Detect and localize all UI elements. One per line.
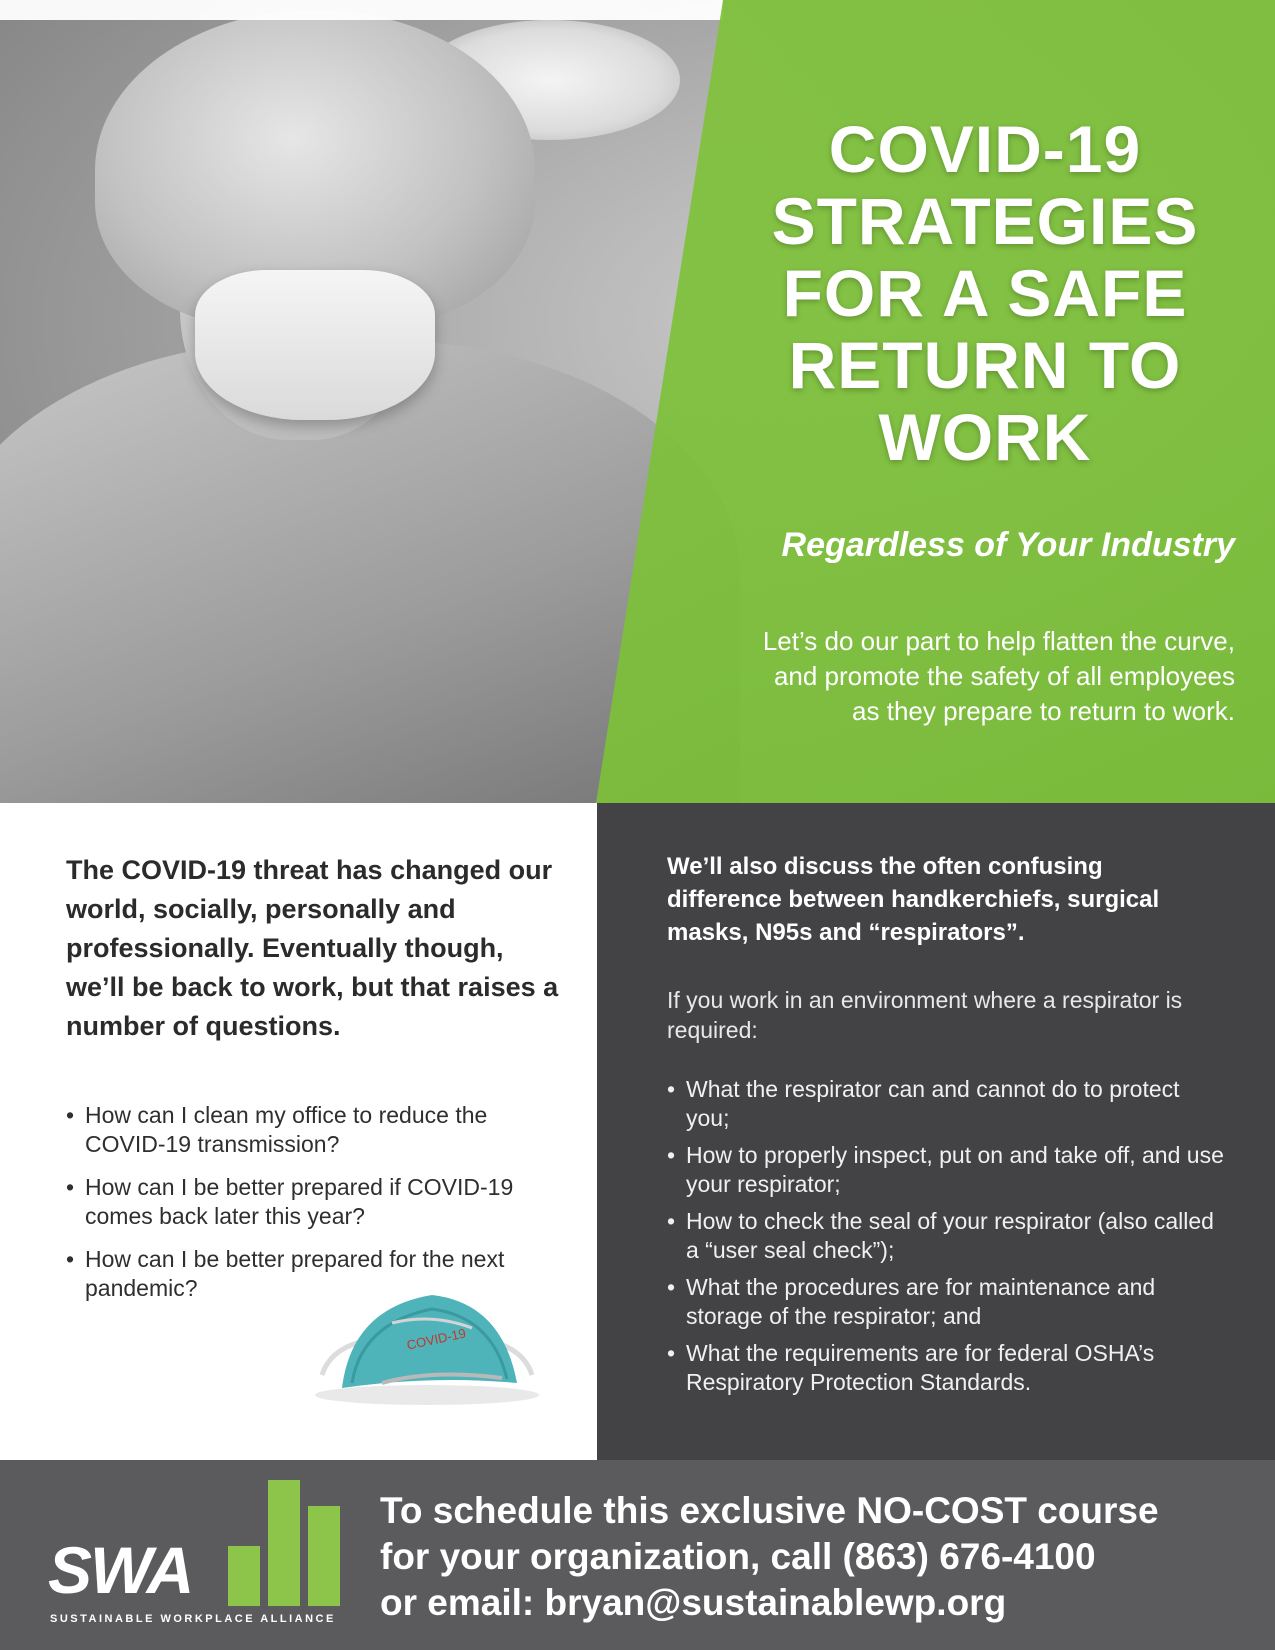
respirator-topics-list	[667, 1075, 1227, 1405]
swa-logo	[48, 1480, 348, 1630]
intro-line: and promote the safety of all employees	[773, 661, 1235, 691]
hero-section	[0, 0, 1275, 803]
lead-paragraph: The COVID-19 threat has changed our world, socially, personally and professionally. Eventually though, we’ll be back to work, but that raises a number of questions.	[66, 855, 559, 1041]
title-line: FOR A SAFE	[782, 256, 1188, 330]
title-line: RETURN TO	[788, 328, 1182, 402]
page-title	[700, 113, 1270, 473]
n95-respirator-image	[312, 1283, 542, 1408]
list-item: • How can I be better prepared for the next pandemic?	[66, 1245, 566, 1303]
mask-print: COVID-19	[405, 1325, 468, 1353]
logo-bar	[228, 1546, 260, 1606]
title-line: STRATEGIES	[771, 184, 1199, 258]
discuss-paragraph: We’ll also discuss the often confusing difference between handkerchiefs, surgical masks, N95s and “respirators”.	[667, 853, 1160, 946]
list-item: • What the procedures are for maintenance and storage of the respirator; and	[667, 1273, 1227, 1331]
respirator-column	[597, 803, 1275, 1460]
contact-line[interactable]: for your organization, call (863) 676-4100	[380, 1536, 1096, 1577]
list-item: • How can I clean my office to reduce the COVID-19 transmission?	[66, 1101, 566, 1159]
subtitle: Regardless of Your Industry	[781, 526, 1235, 564]
contact-line: To schedule this exclusive NO-COST course	[380, 1490, 1159, 1531]
title-line: WORK	[878, 400, 1092, 474]
contact-footer	[0, 1460, 1275, 1650]
questions-column	[0, 803, 597, 1460]
list-item: • What the respirator can and cannot do to protect you;	[667, 1075, 1227, 1133]
logo-wordmark: SWA	[48, 1533, 193, 1607]
contact-line[interactable]: or email: bryan@sustainablewp.org	[380, 1582, 1007, 1623]
logo-bar	[268, 1480, 300, 1606]
logo-tagline: SUSTAINABLE WORKPLACE ALLIANCE	[50, 1613, 336, 1625]
environment-paragraph: If you work in an environment where a respirator is required:	[667, 987, 1183, 1043]
logo-bars-icon	[228, 1480, 348, 1606]
list-item: • How can I be better prepared if COVID-19 comes back later this year?	[66, 1173, 566, 1231]
list-item: • How to check the seal of your respirator (also called a “user seal check”);	[667, 1207, 1227, 1265]
list-item: • What the requirements are for federal OSHA’s Respiratory Protection Standards.	[667, 1339, 1227, 1397]
intro-text	[600, 624, 1235, 729]
title-line: COVID-19	[828, 112, 1142, 186]
intro-line: Let’s do our part to help flatten the curve,	[762, 626, 1235, 656]
list-item: • How to properly inspect, put on and take off, and use your respirator;	[667, 1141, 1227, 1199]
contact-text	[380, 1488, 1260, 1626]
logo-bar	[308, 1506, 340, 1606]
face-mask	[195, 270, 435, 420]
intro-line: as they prepare to return to work.	[852, 696, 1235, 726]
